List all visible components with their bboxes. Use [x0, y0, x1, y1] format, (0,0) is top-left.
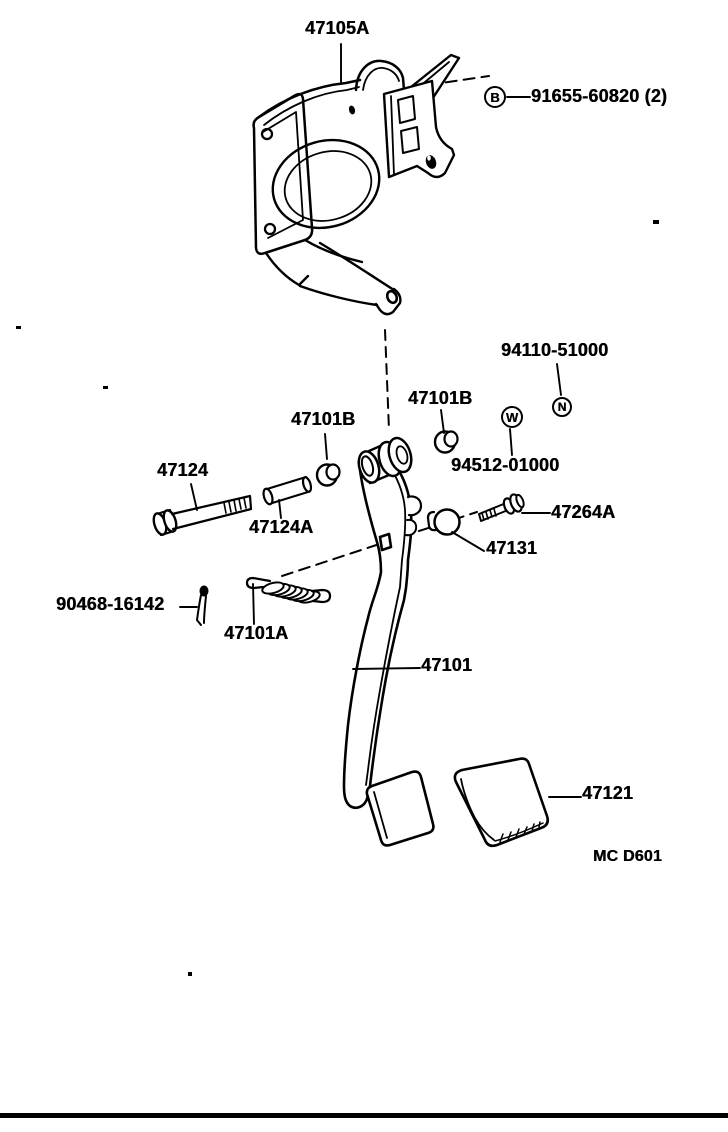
callout-n: N [552, 397, 572, 417]
scan-speck [188, 972, 192, 976]
label-stopper: 47131 [486, 538, 538, 558]
stop-bolt-drawing [479, 493, 525, 521]
scan-speck [16, 326, 21, 329]
pedal-foot-plate-drawing [367, 772, 434, 846]
pedal-pad-drawing [455, 759, 548, 846]
label-cotter-pin: 90468-16142 [56, 594, 165, 614]
pedal-bracket-drawing [254, 55, 459, 314]
bushing-left-drawing [317, 465, 340, 486]
page-bottom-rule [0, 1113, 728, 1118]
callout-b: B [484, 86, 506, 108]
pivot-collar-drawing [262, 476, 313, 505]
label-washer: 94512-01000 [451, 455, 560, 475]
label-bolt: 47124 [157, 460, 209, 480]
label-bushing-right: 47101B [408, 388, 473, 408]
scan-speck [653, 220, 659, 224]
label-pedal: 47101 [421, 655, 473, 675]
pedal-stopper-drawing [428, 510, 460, 535]
label-collar: 47124A [249, 517, 314, 537]
label-bushing-left: 47101B [291, 409, 356, 429]
bushing-right-drawing [435, 432, 458, 453]
label-bracket: 47105A [305, 18, 370, 38]
label-stop-bolt: 47264A [551, 502, 616, 522]
label-nut: 94110-51000 [501, 340, 609, 360]
pedal-arm-drawing [344, 435, 421, 808]
callout-w: W [501, 406, 523, 428]
label-spring: 47101A [224, 623, 289, 643]
return-spring-drawing [247, 578, 330, 605]
label-clip-bolt: 91655-60820 (2) [531, 86, 668, 106]
diagram-code: MC D601 [593, 848, 662, 865]
scan-speck [103, 386, 108, 389]
pivot-bolt-drawing [151, 496, 251, 536]
cotter-pin-drawing [197, 586, 209, 626]
label-pad: 47121 [582, 783, 634, 803]
